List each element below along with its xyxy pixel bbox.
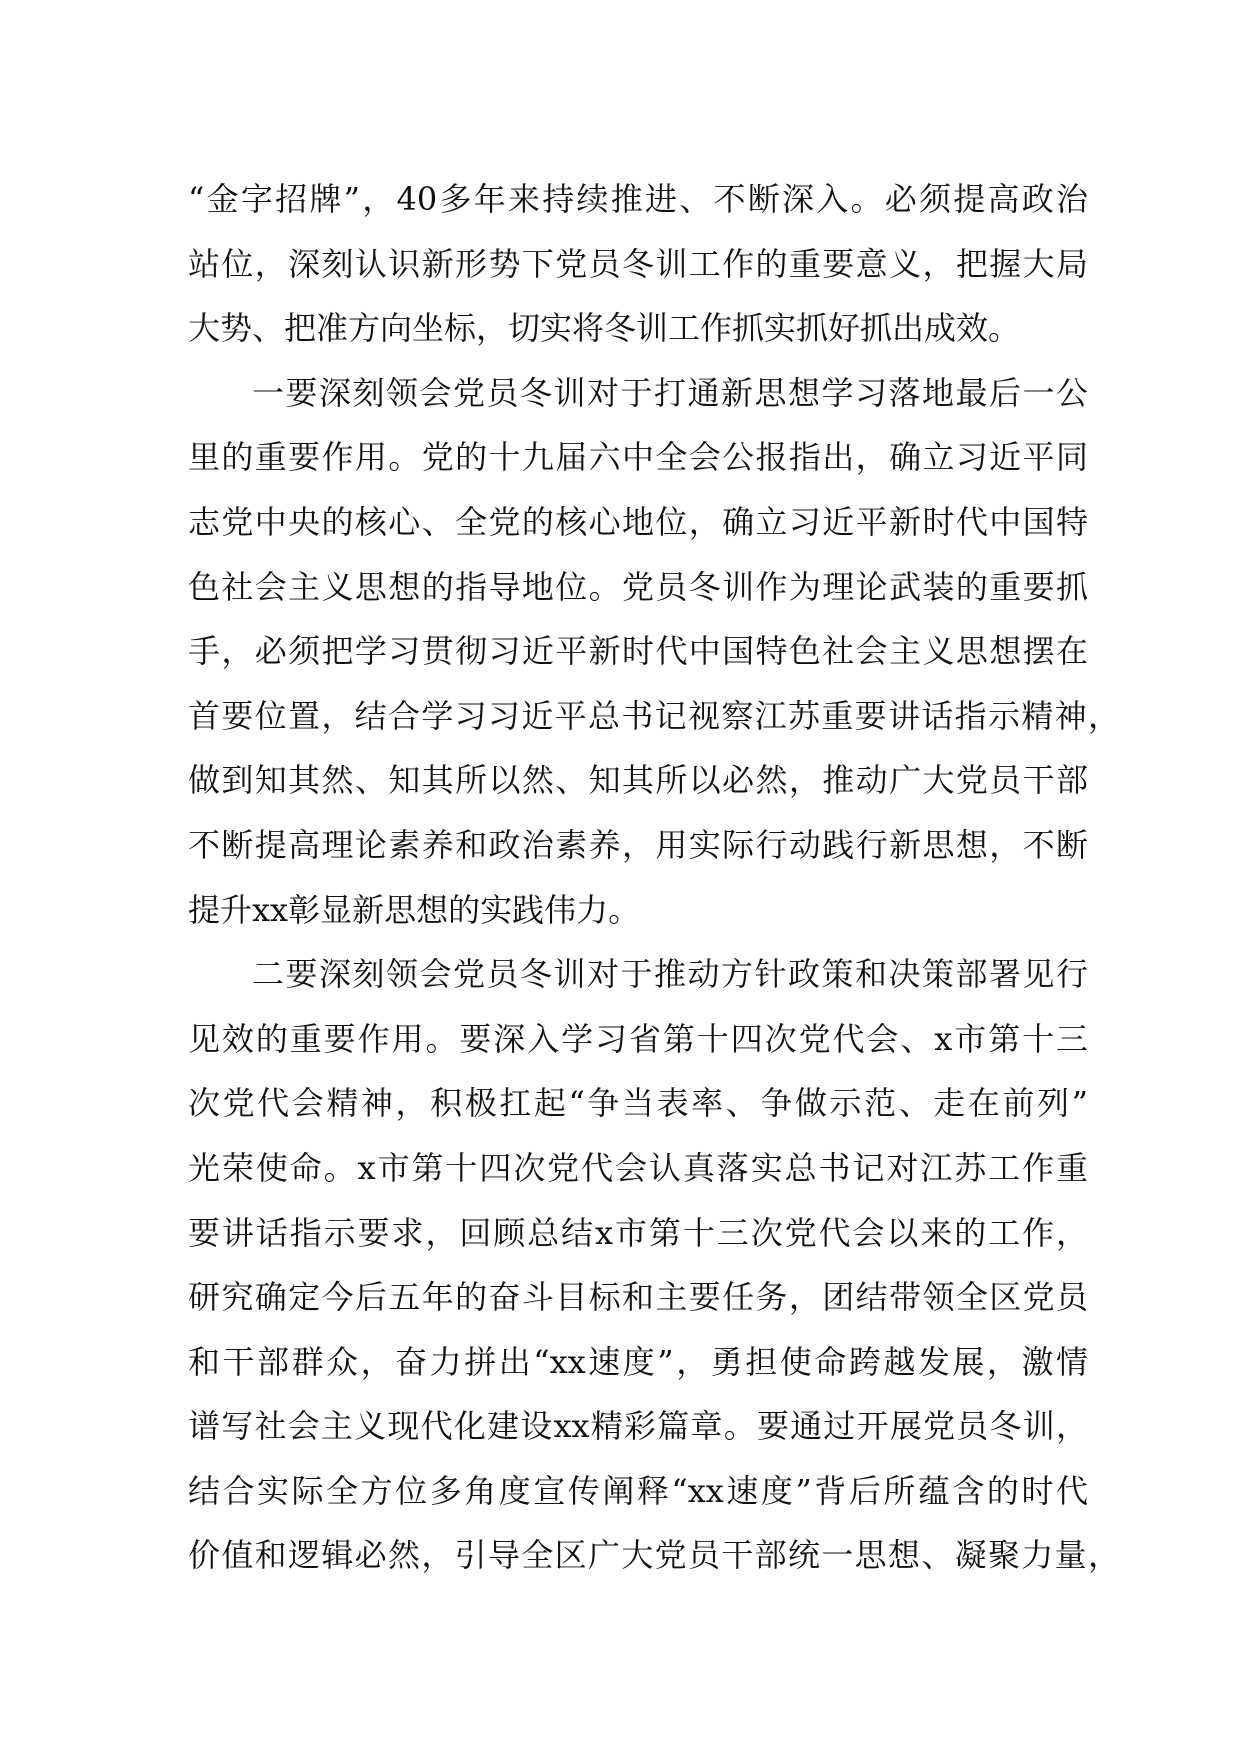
text-line: 做到知其然、知其所以然、知其所以必然，推动广大党员干部 xyxy=(188,761,1088,800)
paragraph-first-point xyxy=(188,361,1120,942)
text-line: 一要深刻领会党员冬训对于打通新思想学习落地最后一公 xyxy=(252,373,1088,412)
text-line: 光荣使命。x市第十四次党代会认真落实总书记对江苏工作重 xyxy=(188,1148,1088,1187)
text-line: 次党代会精神，积极扛起“争当表率、争做示范、走在前列” xyxy=(188,1084,1088,1123)
text-line: 色社会主义思想的指导地位。党员冬训作为理论武装的重要抓 xyxy=(188,567,1088,606)
text-line: 价值和逻辑必然，引导全区广大党员干部统一思想、凝聚力量， xyxy=(188,1536,1120,1575)
text-line: 要讲话指示要求，回顾总结x市第十三次党代会以来的工作， xyxy=(188,1213,1088,1252)
text-line: 大势、把准方向坐标，切实将冬训工作抓实抓好抓出成效。 xyxy=(188,309,1021,348)
text-line: “金字招牌”，40多年来持续推进、不断深入。必须提高政治 xyxy=(188,180,1088,218)
paragraph-continuation xyxy=(188,167,1088,361)
text-line: 谱写社会主义现代化建设xx精彩篇章。要通过开展党员冬训， xyxy=(188,1407,1088,1446)
text-line: 见效的重要作用。要深入学习省第十四次党代会、x市第十三 xyxy=(188,1019,1088,1058)
text-line: 手，必须把学习贯彻习近平新时代中国特色社会主义思想摆在 xyxy=(188,632,1088,671)
text-line: 站位，深刻认识新形势下党员冬训工作的重要意义，把握大局 xyxy=(188,244,1088,283)
text-line: 志党中央的核心、全党的核心地位，确立习近平新时代中国特 xyxy=(188,502,1088,541)
text-line: 和干部群众，奋力拼出“xx速度”，勇担使命跨越发展，激情 xyxy=(188,1342,1088,1381)
body-text xyxy=(188,167,1120,1588)
text-line: 里的重要作用。党的十九届六中全会公报指出，确立习近平同 xyxy=(188,438,1088,477)
text-line: 不断提高理论素养和政治素养，用实际行动践行新思想，不断 xyxy=(188,825,1088,864)
text-line: 二要深刻领会党员冬训对于推动方针政策和决策部署见行 xyxy=(252,955,1088,994)
text-line: 首要位置，结合学习习近平总书记视察江苏重要讲话指示精神， xyxy=(188,696,1120,735)
text-line: 结合实际全方位多角度宣传阐释“xx速度”背后所蕴含的时代 xyxy=(188,1471,1088,1510)
text-line: 提升xx彰显新思想的实践伟力。 xyxy=(188,890,641,929)
text-line: 研究确定今后五年的奋斗目标和主要任务，团结带领全区党员 xyxy=(188,1278,1088,1317)
paragraph-second-point xyxy=(188,942,1120,1588)
